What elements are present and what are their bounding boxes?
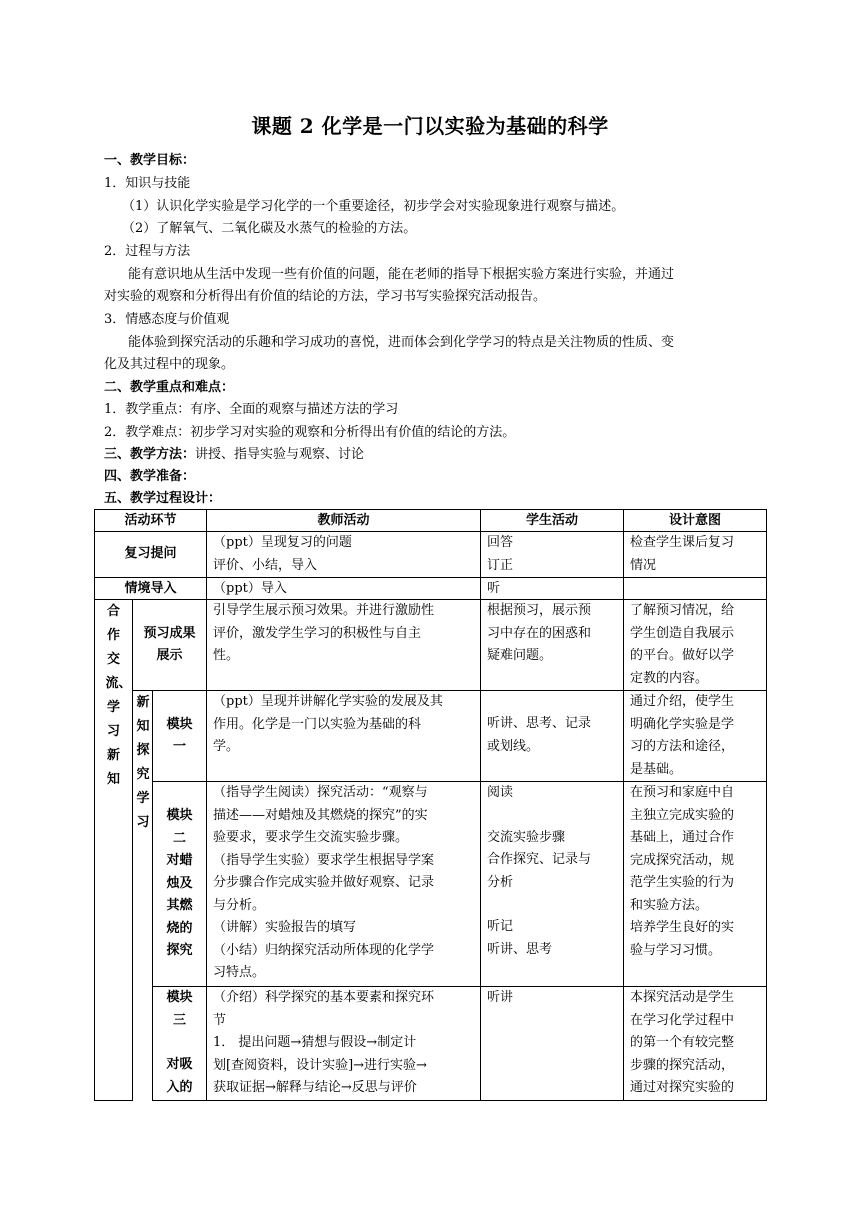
table-row <box>95 782 767 987</box>
teacher-review: （ppt）呈现复习的问题 评价、小结，导入 <box>207 532 481 578</box>
stage-review: 复习提问 <box>95 532 207 578</box>
coop-label: 合作交流、学习新知 <box>95 600 133 1101</box>
key-heading: 二、教学重点和难点： <box>104 380 235 395</box>
prep-heading: 四、教学准备： <box>104 469 196 484</box>
module3-name: 模块 三 对吸 入的 <box>153 987 207 1101</box>
teaching-method-text: 讲授、指导实验与观察、讨论 <box>195 447 365 462</box>
goal1-item1: （1）认识化学实验是学习化学的一个重要途径，初步学会对实验现象进行观察与描述。 <box>122 199 625 214</box>
stage-preview: 预习成果 展示 <box>133 600 207 691</box>
teacher-preview: 引导学生展示预习效果。并进行激励性 评价，激发学生学习的积极性与自主 性。 <box>207 600 481 691</box>
intent-intro <box>624 578 767 600</box>
new-label: 新知探究学习 <box>133 691 153 1101</box>
header-stage: 活动环节 <box>95 510 207 532</box>
goals-heading: 一、教学目标： <box>104 153 196 168</box>
student-module2: 阅读 交流实验步骤 合作探究、记录与 分析 听记 听讲、思考 <box>481 782 624 987</box>
goal2-text-line2: 对实验的观察和分析得出有价值的结论的方法，学习书写实验探究活动报告。 <box>104 289 547 304</box>
module2-name: 模块 二 对蜡 烛及 其燃 烧的 探究 <box>153 782 207 987</box>
table-row <box>95 532 767 578</box>
process-table <box>94 509 767 1101</box>
intent-preview: 了解预习情况，给 学生创造自我展示 的平台。做好以学 定教的内容。 <box>624 600 767 691</box>
table-row <box>95 691 767 782</box>
goal1-heading: 1．知识与技能 <box>104 176 191 191</box>
header-teacher: 教师活动 <box>207 510 481 532</box>
header-intent: 设计意图 <box>624 510 767 532</box>
student-module1: 听讲、思考、记录 或划线。 <box>481 691 624 782</box>
table-header-row <box>95 510 767 532</box>
stage-intro: 情境导入 <box>95 578 207 600</box>
goal3-heading: 3．情感态度与价值观 <box>104 312 230 327</box>
teacher-module3: （介绍）科学探究的基本要素和探究环 节 1． 提出问题→猜想与假设→制定计 划[查阅资料，设计实验]→进行实验→ 获取证据→解释与结论→反思与评价 <box>207 987 481 1101</box>
teacher-module1: （ppt）呈现并讲解化学实验的发展及其 作用。化学是一门以实验为基础的科 学。 <box>207 691 481 782</box>
difficult-point: 2．教学难点：初步学习对实验的观察和分析得出有价值的结论的方法。 <box>104 425 516 440</box>
student-preview: 根据预习，展示预 习中存在的困惑和 疑难问题。 <box>481 600 624 691</box>
goal2-text-line1: 能有意识地从生活中发现一些有价值的问题，能在老师的指导下根据实验方案进行实验，并通过 <box>128 267 675 282</box>
key-point: 1．教学重点：有序、全面的观察与描述方法的学习 <box>104 402 399 417</box>
student-review: 回答 订正 <box>481 532 624 578</box>
goal2-heading: 2．过程与方法 <box>104 244 191 259</box>
student-module3: 听讲 <box>481 987 624 1101</box>
intent-module1: 通过介绍，使学生 明确化学实验是学 习的方法和途径， 是基础。 <box>624 691 767 782</box>
header-student: 学生活动 <box>481 510 624 532</box>
table-row <box>95 600 767 691</box>
goal3-text-line1: 能体验到探究活动的乐趣和学习成功的喜悦，进而体会到化学学习的特点是关注物质的性质、变 <box>128 335 675 350</box>
intent-module2: 在预习和家庭中自 主独立完成实验的 基础上，通过合作 完成探究活动，规 范学生实验的行为 和实验方法。 培养学生良好的实 验与学习习惯。 <box>624 782 767 987</box>
table-row <box>95 578 767 600</box>
page-title: 课题 2 化学是一门以实验为基础的科学 <box>251 114 609 138</box>
goal3-text-line2: 化及其过程中的现象。 <box>104 357 235 372</box>
process-heading: 五、教学过程设计： <box>104 491 222 506</box>
teacher-intro: （ppt）导入 <box>207 578 481 600</box>
teaching-method: 三、教学方法：讲授、指导实验与观察、讨论 <box>104 447 365 462</box>
table-row <box>95 987 767 1101</box>
goal1-item2: （2）了解氧气、二氧化碳及水蒸气的检验的方法。 <box>122 221 417 236</box>
intent-review: 检查学生课后复习 情况 <box>624 532 767 578</box>
student-intro: 听 <box>481 578 624 600</box>
module1-name: 模块 一 <box>153 691 207 782</box>
intent-module3: 本探究活动是学生 在学习化学过程中 的第一个有较完整 步骤的探究活动， 通过对探究实验的 <box>624 987 767 1101</box>
teacher-module2: （指导学生阅读）探究活动：“观察与 描述——对蜡烛及其燃烧的探究”的实 验要求，要求学生交流实验步骤。 （指导学生实验）要求学生根据导学案 分步骤合作完成实验并做好观察、记录 与分析。 （讲解）实验报告的填写 （小结）归纳探究活动所体现的化学学 习特点。 <box>207 782 481 987</box>
